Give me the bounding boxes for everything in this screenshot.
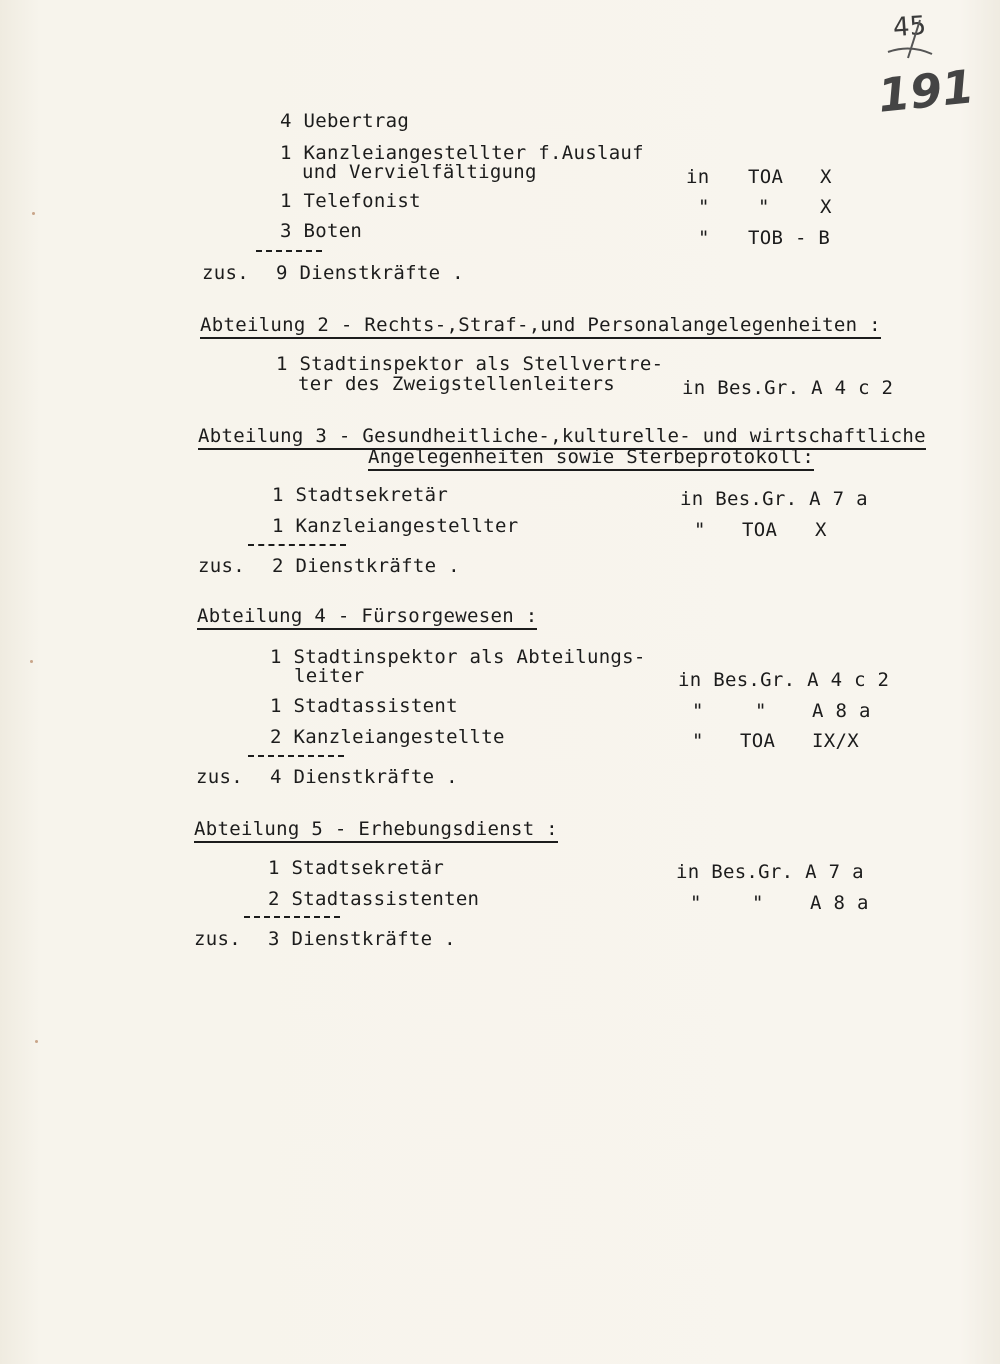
section-4-heading: Abteilung 4 - Fürsorgewesen : bbox=[197, 605, 537, 630]
section-3-row-2-text: 1 Kanzleiangestellter bbox=[272, 515, 519, 537]
row-telefonist-col2: " bbox=[758, 196, 770, 218]
section-5-row-2-col2: " bbox=[752, 892, 764, 914]
paper-speck bbox=[30, 660, 33, 663]
section-4-row-1-text: 1 Stadtinspektor als Abteilungs- bbox=[270, 646, 646, 668]
section-3-row-1-col1: in Bes.Gr. A 7 a bbox=[680, 488, 868, 510]
section-2-row-text: 1 Stadtinspektor als Stellvertre- bbox=[276, 353, 664, 375]
row-kanzleiangestellter-text: 1 Kanzleiangestellter f.Auslauf bbox=[280, 142, 644, 164]
section-4-row-3-text: 2 Kanzleiangestellte bbox=[270, 726, 505, 748]
section-4-row-2-col3: A 8 a bbox=[812, 700, 871, 722]
row-kanzleiangestellter-col3: X bbox=[820, 166, 832, 188]
row-kanzleiangestellter-col1: in bbox=[686, 166, 710, 188]
sum-separator bbox=[256, 250, 322, 252]
row-telefonist-text: 1 Telefonist bbox=[280, 190, 421, 212]
section-3-total-text: 2 Dienstkräfte . bbox=[272, 555, 460, 577]
section-2-row-col1: in Bes.Gr. A 4 c 2 bbox=[682, 377, 894, 399]
section-4-total-prefix: zus. bbox=[196, 766, 243, 788]
section-4-row-2-col2: " bbox=[755, 700, 767, 722]
section-5-row-2-text: 2 Stadtassistenten bbox=[268, 888, 480, 910]
section-3-row-2-col1: " bbox=[694, 519, 706, 541]
paper-speck bbox=[32, 212, 35, 215]
section-5-total-prefix: zus. bbox=[194, 928, 241, 950]
section-4-row-1-col1: in Bes.Gr. A 4 c 2 bbox=[678, 669, 890, 691]
section-4-row-3-col3: IX/X bbox=[812, 730, 859, 752]
page-number-handwritten: 191 bbox=[875, 59, 977, 123]
section-3-row-2-col3: X bbox=[815, 519, 827, 541]
paper-speck bbox=[35, 1040, 38, 1043]
section-5-total-text: 3 Dienstkräfte . bbox=[268, 928, 456, 950]
page-number-stamp: 45 bbox=[891, 10, 928, 44]
row-uebertrag: 4 Uebertrag bbox=[280, 110, 410, 132]
section-5-row-1-col1: in Bes.Gr. A 7 a bbox=[676, 861, 864, 883]
section-5-row-2-col3: A 8 a bbox=[810, 892, 869, 914]
section-4-row-2-col1: " bbox=[692, 700, 704, 722]
section-3-row-2-col2: TOA bbox=[742, 519, 778, 541]
sum-separator bbox=[248, 755, 344, 757]
sum-separator bbox=[248, 544, 346, 546]
total-text: 9 Dienstkräfte . bbox=[276, 262, 464, 284]
section-4-row-1-cont: leiter bbox=[294, 665, 365, 687]
section-2-row-cont: ter des Zweigstellenleiters bbox=[298, 373, 615, 395]
row-kanzleiangestellter-col2: TOA bbox=[748, 166, 784, 188]
row-telefonist-col1: " bbox=[698, 196, 710, 218]
section-3-heading-line2: Angelegenheiten sowie Sterbeprotokoll: bbox=[368, 446, 814, 471]
strike-mark bbox=[880, 14, 940, 59]
sum-separator bbox=[244, 916, 340, 918]
row-boten-col1: " bbox=[698, 227, 710, 249]
row-boten-col2: TOB - B bbox=[748, 227, 831, 249]
section-3-total-prefix: zus. bbox=[198, 555, 245, 577]
section-5-row-2-col1: " bbox=[690, 892, 702, 914]
section-3-row-1-text: 1 Stadtsekretär bbox=[272, 484, 449, 506]
row-telefonist-col3: X bbox=[820, 196, 832, 218]
section-4-total-text: 4 Dienstkräfte . bbox=[270, 766, 458, 788]
section-4-row-3-col1: " bbox=[692, 730, 704, 752]
section-5-heading: Abteilung 5 - Erhebungsdienst : bbox=[194, 818, 558, 843]
row-boten-text: 3 Boten bbox=[280, 220, 363, 242]
section-2-heading: Abteilung 2 - Rechts-,Straf-,und Personalangelegenheiten : bbox=[200, 314, 881, 339]
total-prefix: zus. bbox=[202, 262, 249, 284]
section-4-row-3-col2: TOA bbox=[740, 730, 776, 752]
section-4-row-2-text: 1 Stadtassistent bbox=[270, 695, 458, 717]
section-3-heading-line1: Abteilung 3 - Gesundheitliche-,kulturelle- und wirtschaftliche bbox=[198, 425, 926, 450]
section-5-row-1-text: 1 Stadtsekretär bbox=[268, 857, 445, 879]
row-kanzleiangestellter-cont: und Vervielfältigung bbox=[302, 161, 537, 183]
